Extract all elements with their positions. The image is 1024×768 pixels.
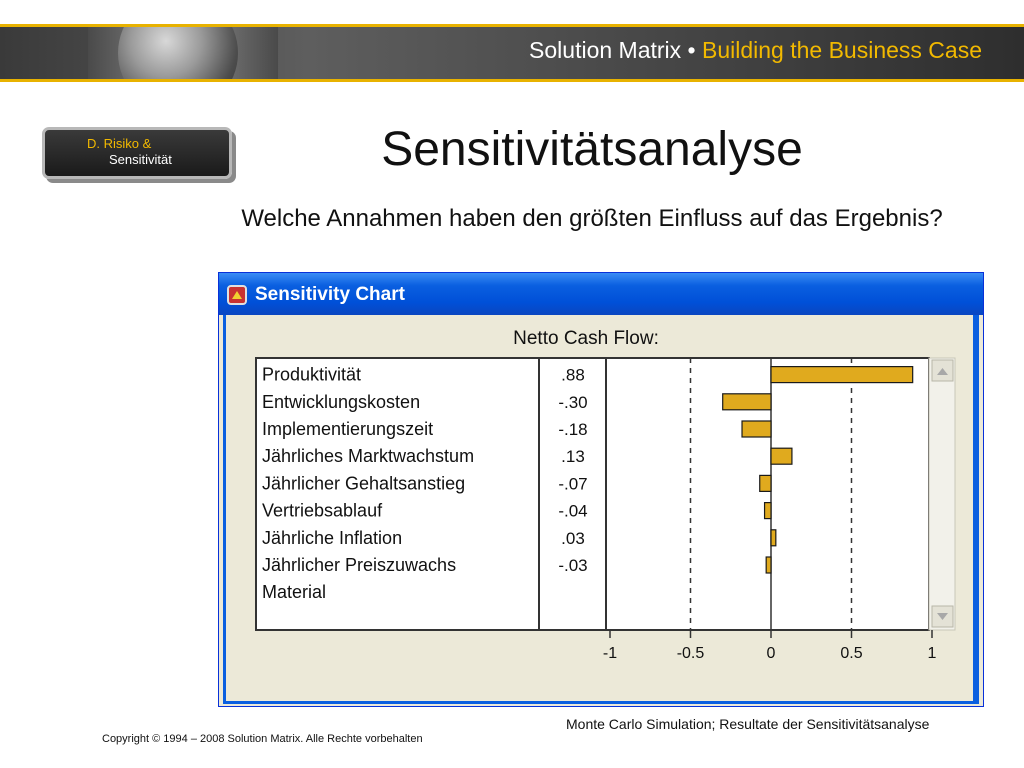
row-label: Jährlicher Gehaltsanstieg [262, 473, 466, 494]
row-value: -.07 [558, 474, 588, 494]
app-icon [227, 285, 247, 305]
section-badge-line1: D. Risiko & [87, 136, 152, 151]
globe-logo [88, 27, 278, 79]
sensitivity-chart [226, 315, 976, 701]
sensitivity-bar [765, 503, 771, 519]
row-value: .88 [561, 365, 585, 385]
scroll-up-button[interactable] [932, 360, 953, 381]
slide-subtitle: Welche Annahmen haben den größten Einfluss auf das Ergebnis? [241, 205, 943, 232]
chart-scrollbar[interactable] [929, 358, 955, 630]
section-badge-line2: Sensitivität [109, 152, 172, 167]
x-tick-label: 0 [766, 645, 776, 662]
chart-x-axis [603, 630, 937, 662]
header-band [0, 24, 1024, 82]
window-titlebar[interactable] [219, 273, 983, 315]
sensitivity-chart-window [218, 272, 984, 707]
sensitivity-bar [723, 394, 771, 410]
x-tick-label: -0.5 [676, 645, 705, 662]
row-label: Jährliche Inflation [262, 527, 403, 548]
copyright-notice: Copyright © 1994 – 2008 Solution Matrix. Alle Rechte vorbehalten [102, 733, 423, 745]
row-label: Produktivität [262, 364, 362, 385]
x-tick-label: -1 [602, 645, 618, 662]
x-tick-label: 1 [927, 645, 937, 662]
globe-sphere-icon [118, 27, 238, 79]
slide-title: Sensitivitätsanalyse [381, 123, 803, 176]
row-label: Jährlicher Preiszuwachs [262, 555, 457, 575]
x-tick-label: 0.5 [840, 645, 863, 662]
sensitivity-bar [771, 448, 792, 464]
row-value: -.03 [558, 556, 588, 575]
row-label: Implementierungszeit [262, 419, 434, 439]
sensitivity-bar [771, 367, 913, 383]
row-label: Vertriebsablauf [262, 500, 383, 521]
row-label: Entwicklungskosten [262, 391, 421, 412]
sensitivity-bar [742, 421, 771, 437]
window-body [223, 315, 979, 704]
row-value: .13 [561, 447, 585, 467]
row-value: .03 [561, 528, 585, 548]
window-right-edge [973, 315, 977, 701]
row-label: Jährliches Marktwachstum [262, 446, 475, 467]
header-brand: Solution Matrix [529, 37, 682, 63]
chart-caption: Monte Carlo Simulation; Resultate der Sensitivitätsanalyse [566, 716, 930, 732]
row-label: Material [262, 582, 327, 603]
row-value: -.04 [558, 501, 588, 521]
section-badge [42, 127, 232, 179]
header-title [529, 37, 982, 64]
header-separator: • [681, 37, 702, 63]
sensitivity-bar [771, 530, 776, 546]
scroll-down-button[interactable] [932, 606, 953, 627]
header-tagline: Building the Business Case [702, 37, 982, 63]
chart-title: Netto Cash Flow: [513, 328, 659, 349]
window-title: Sensitivity Chart [255, 284, 405, 305]
row-value: -.18 [558, 420, 588, 439]
sensitivity-bar [760, 475, 771, 491]
sensitivity-bar [766, 557, 771, 573]
row-value: -.30 [558, 392, 588, 412]
